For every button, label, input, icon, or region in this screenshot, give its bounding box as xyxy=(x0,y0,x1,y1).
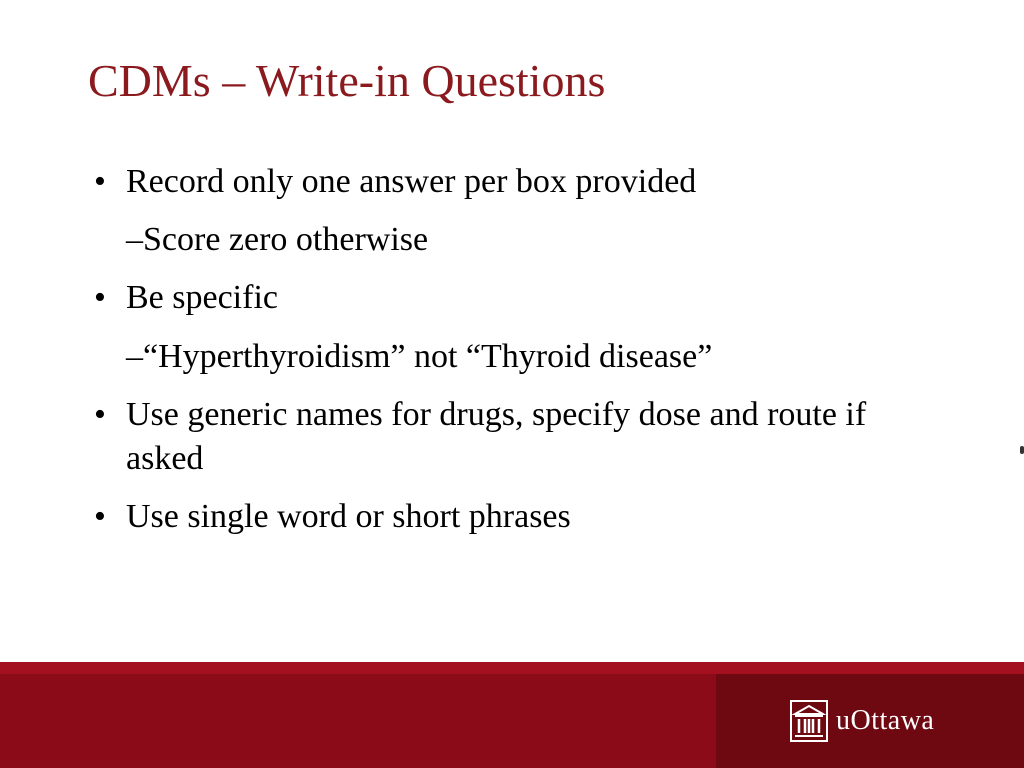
uottawa-logo xyxy=(790,700,934,742)
bullet-item xyxy=(88,495,928,539)
bullet-marker: • xyxy=(94,163,106,200)
edge-mark xyxy=(1020,446,1024,454)
logo-text: uOttawa xyxy=(836,705,935,736)
bullet-marker: • xyxy=(94,498,106,536)
slide-title: CDMs – Write-in Questions xyxy=(88,55,606,106)
bullet-item xyxy=(88,276,928,320)
sub-text: Score zero otherwise xyxy=(143,221,429,259)
sub-item xyxy=(88,335,928,379)
sub-marker: – xyxy=(126,221,143,259)
bullet-item xyxy=(88,393,928,481)
bullet-item xyxy=(88,160,928,204)
slide-body xyxy=(88,160,928,553)
bullet-marker: • xyxy=(94,279,106,317)
footer-top-stripe xyxy=(0,662,1024,674)
sub-marker: – xyxy=(126,337,143,375)
bullet-text: Be specific xyxy=(126,279,278,317)
bullet-text: Use single word or short phrases xyxy=(126,498,571,536)
bullet-text: Record only one answer per box provided xyxy=(126,163,697,200)
building-icon xyxy=(790,700,828,742)
sub-item xyxy=(88,218,928,262)
sub-text: “Hyperthyroidism” not “Thyroid disease” xyxy=(143,337,713,375)
bullet-marker: • xyxy=(94,395,106,433)
bullet-text: Use generic names for drugs, specify dose and route if asked xyxy=(126,395,867,477)
